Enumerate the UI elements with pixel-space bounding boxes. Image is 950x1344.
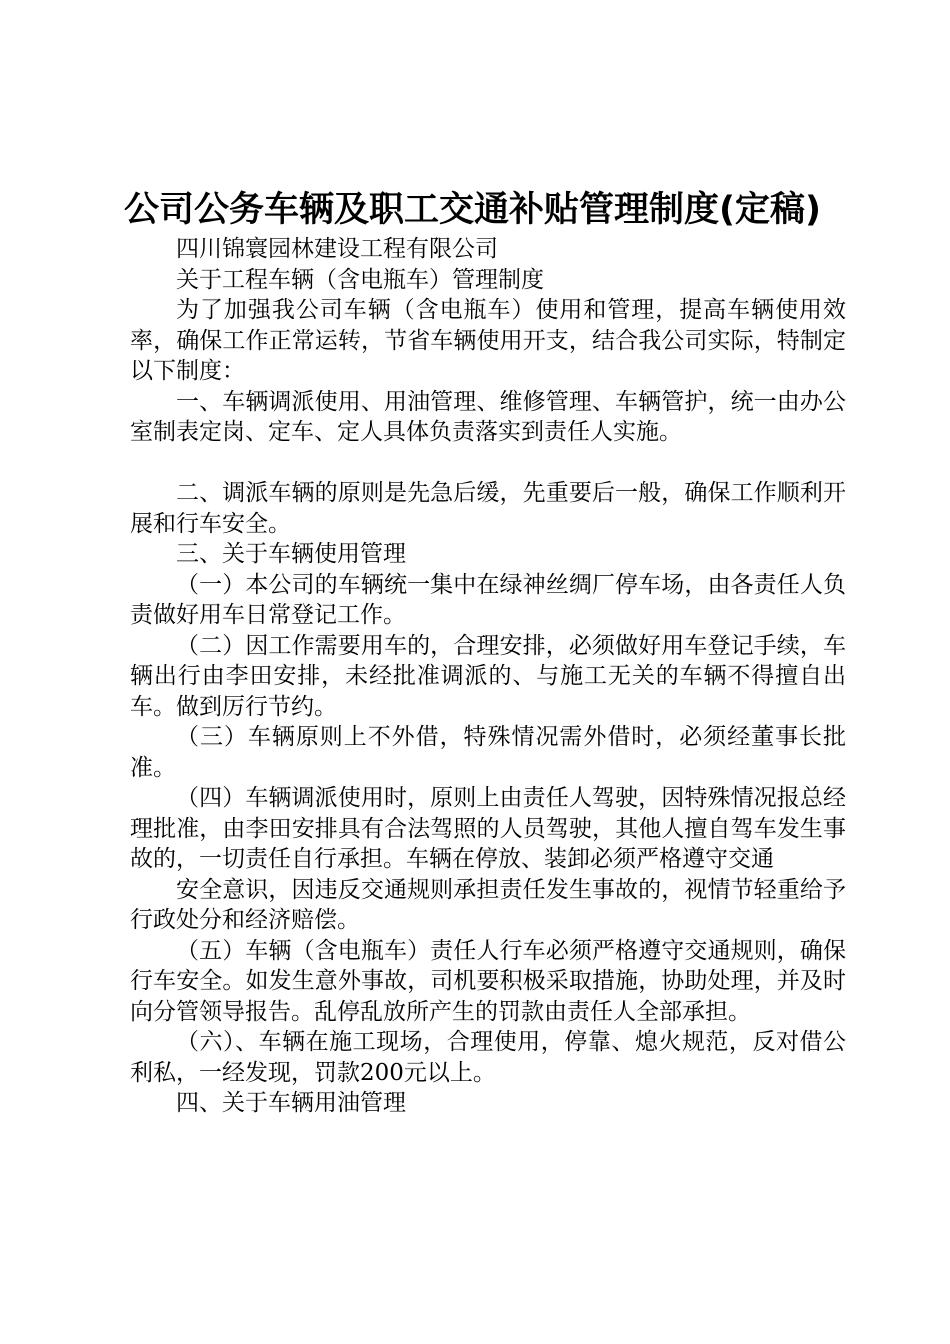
paragraph-section-2: 二、调派车辆的原则是先急后缓，先重要后一般，确保工作顺利开展和行车安全。 [130, 480, 846, 537]
paragraph-item-3: （三）车辆原则上不外借，特殊情况需外借时，必须经董事长批准。 [130, 724, 846, 781]
section-3-heading: 三、关于车辆使用管理 [176, 541, 406, 567]
paragraph-intro: 为了加强我公司车辆（含电瓶车）使用和管理，提高车辆使用效率，确保工作正常运转，节省车辆使用开支，结合我公司实际，特制定以下制度： [130, 297, 846, 384]
paragraph-item-4-continued: 安全意识，因违反交通规则承担责任发生事故的，视情节轻重给予行政处分和经济赔偿。 [130, 876, 846, 933]
paragraph-item-5: （五）车辆（含电瓶车）责任人行车必须严格遵守交通规则，确保行车安全。如发生意外事故，司机要积极采取措施，协助处理，并及时向分管领导报告。乱停乱放所产生的罚款由责任人全部承担。 [130, 937, 846, 1025]
document-title: 公司公务车辆及职工交通补贴管理制度(定稿) [124, 190, 821, 230]
document-body [130, 234, 846, 1119]
paragraph-section-1: 一、车辆调派使用、用油管理、维修管理、车辆管护，统一由办公室制表定岗、定车、定人具体负责落实到责任人实施。 [130, 388, 846, 445]
paragraph-item-6: （六）、车辆在施工现场，合理使用，停靠、熄火规范，反对借公利私，一经发现，罚款200元以上。 [130, 1029, 846, 1086]
paragraph-item-2: （二）因工作需要用车的，合理安排，必须做好用车登记手续，车辆出行由李田安排，未经批准调派的、与施工无关的车辆不得擅自出车。做到厉行节约。 [130, 632, 846, 720]
paragraph-item-1: （一）本公司的车辆统一集中在绿神丝绸厂停车场，由各责任人负责做好用车日常登记工作。 [130, 571, 846, 628]
paragraph-item-4: （四）车辆调派使用时，原则上由责任人驾驶，因特殊情况报总经理批准，由李田安排具有合法驾照的人员驾驶，其他人擅自驾车发生事故的，一切责任自行承担。车辆在停放、装卸必须严格遵守交通 [130, 785, 846, 872]
regulation-heading: 关于工程车辆（含电瓶车）管理制度 [176, 266, 544, 293]
section-4-heading: 四、关于车辆用油管理 [176, 1090, 406, 1116]
company-name: 四川锦寰园林建设工程有限公司 [176, 236, 498, 262]
